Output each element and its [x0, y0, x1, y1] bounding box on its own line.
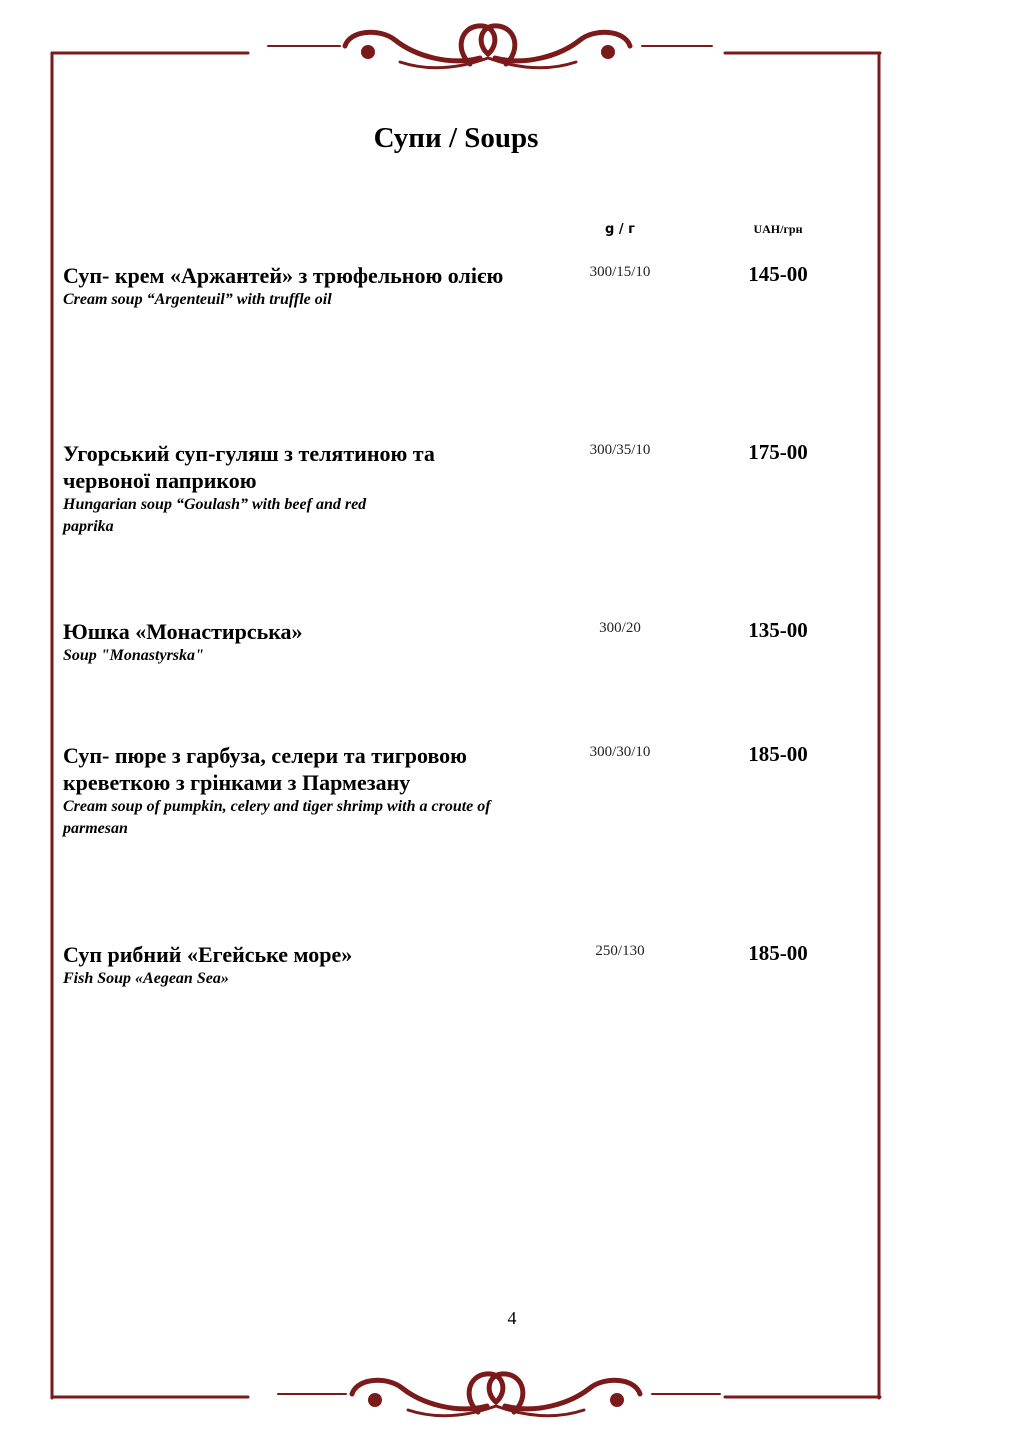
item-weight: 250/130	[595, 943, 645, 959]
item-name: Суп рибний «Егейське море»	[63, 942, 353, 967]
item-name: Угорський суп-гуляш з телятиною та червоної паприкою	[63, 441, 435, 493]
page-number: 4	[507, 1308, 517, 1328]
item-name-en: Soup "Monastyrska"	[63, 647, 204, 664]
bottom-flourish-icon	[278, 1374, 720, 1416]
item-name-en: Cream soup “Argenteuil” with truffle oil	[63, 291, 332, 308]
top-flourish-icon	[268, 26, 712, 68]
page-title: Супи / Soups	[373, 122, 539, 154]
menu-item	[63, 941, 883, 990]
item-price: 185-00	[748, 742, 808, 766]
item-weight: 300/35/10	[589, 442, 651, 458]
grams-column-header: g / г	[605, 222, 635, 237]
item-name-en: Hungarian soup “Goulash” with beef and red paprika	[63, 496, 367, 535]
item-price: 135-00	[748, 618, 808, 642]
item-name: Суп- пюре з гарбуза, селери та тигровою креветкою з грінками з Пармезану	[63, 743, 467, 795]
price-column-header: UAH/грн	[753, 222, 803, 236]
item-name: Суп- крем «Аржантей» з трюфельною олією	[63, 263, 504, 288]
menu-item	[63, 618, 883, 667]
menu-item	[63, 262, 883, 311]
item-price: 175-00	[748, 440, 808, 464]
item-weight: 300/15/10	[589, 264, 651, 280]
item-name-en: Cream soup of pumpkin, celery and tiger shrimp with a croute of parmesan	[63, 798, 491, 837]
item-weight: 300/20	[599, 620, 641, 636]
item-name: Юшка «Монастирська»	[63, 619, 303, 644]
menu-item	[63, 440, 883, 538]
item-name-en: Fish Soup «Aegean Sea»	[63, 970, 229, 987]
item-price: 185-00	[748, 941, 808, 965]
item-price: 145-00	[748, 262, 808, 286]
menu-item	[63, 742, 883, 840]
item-weight: 300/30/10	[589, 744, 651, 760]
